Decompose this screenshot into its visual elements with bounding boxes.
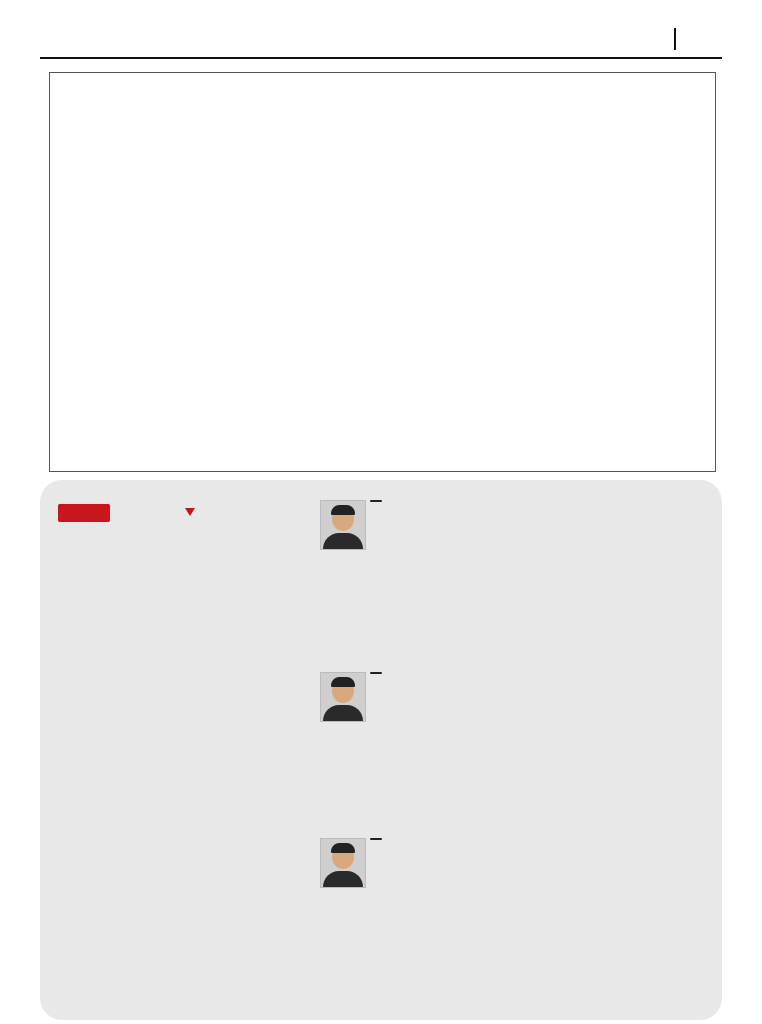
analyst-tag [370, 672, 382, 674]
analyst-tag [370, 838, 382, 840]
section-tag [58, 504, 110, 522]
article4-col2 [446, 866, 574, 868]
triangle-down-icon [185, 508, 195, 516]
article3-col2 [446, 700, 574, 702]
analyst-photo-ouyang [320, 500, 366, 550]
analyst-tag [370, 500, 382, 502]
article3-col1 [320, 738, 438, 740]
article2-col2 [446, 520, 574, 522]
trend-chart-svg [50, 73, 715, 471]
header-rule [40, 57, 722, 59]
article2-col3 [580, 520, 708, 522]
article1-col2 [183, 676, 301, 680]
article3-col3 [580, 700, 708, 704]
trend-chart [49, 72, 716, 472]
header-divider [674, 28, 676, 50]
article2-col1 [320, 560, 438, 562]
analyst-photo-xiaofei [320, 672, 366, 722]
analyst-photo-houfeng [320, 838, 366, 888]
article1-col1 [62, 676, 177, 678]
article4-col1 [320, 900, 438, 902]
page-header [0, 0, 762, 62]
article4-col3 [580, 866, 708, 868]
